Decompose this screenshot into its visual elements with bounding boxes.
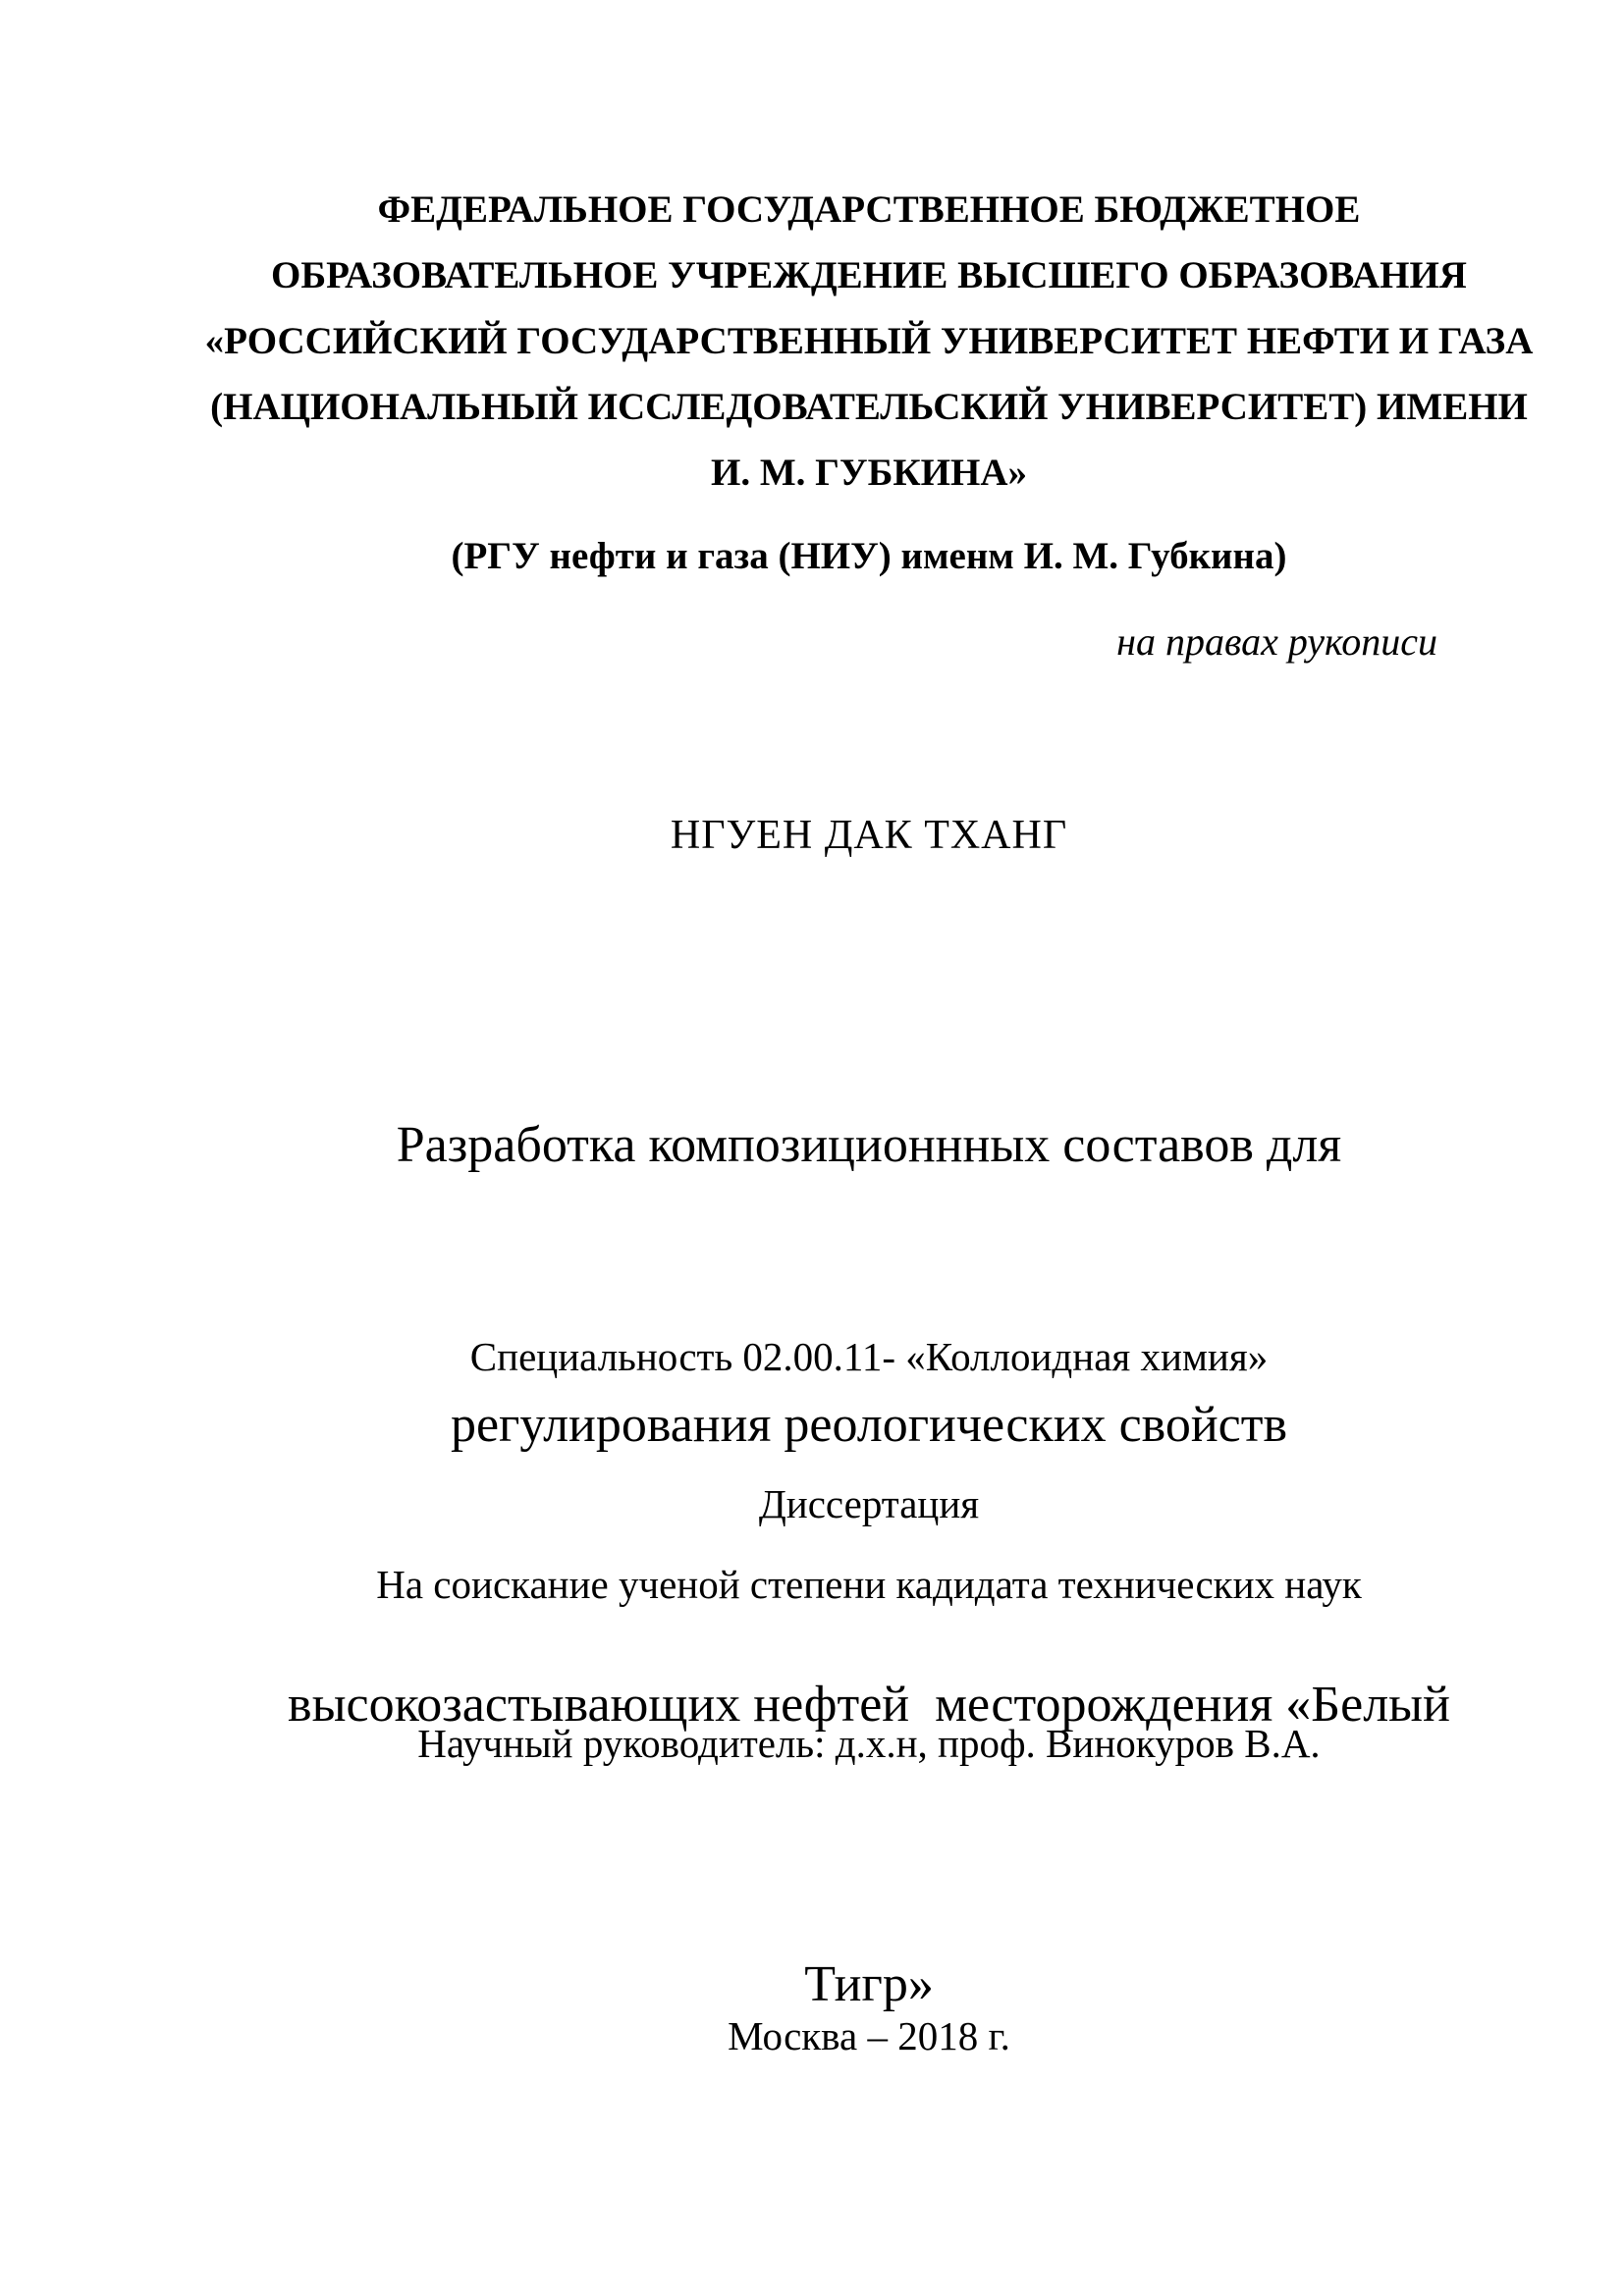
city-year-line: Москва – 2018 г.	[728, 2013, 1010, 2058]
institution-short-name: (РГУ нефти и газа (НИУ) именм И. М. Губкина)	[451, 535, 1287, 577]
title-line: Разработка композиционнных составов для	[396, 1117, 1342, 1173]
institution-line: (НАЦИОНАЛЬНЫЙ ИССЛЕДОВАТЕЛЬСКИЙ УНИВЕРСИТЕТ) ИМЕНИ	[210, 386, 1528, 428]
title-line: высокозастывающих нефтей месторождения «Белый	[288, 1677, 1450, 1733]
institution-line: ФЕДЕРАЛЬНОЕ ГОСУДАРСТВЕННОЕ БЮДЖЕТНОЕ	[377, 188, 1361, 231]
degree-line: На соискание ученой степени кадидата технических наук	[376, 1562, 1362, 1607]
institution-line: И. М. ГУБКИНА»	[711, 452, 1027, 494]
institution-line: ОБРАЗОВАТЕЛЬНОЕ УЧРЕЖДЕНИЕ ВЫСШЕГО ОБРАЗОВАНИЯ	[271, 254, 1467, 296]
manuscript-rights-note: на правах рукописи	[1116, 619, 1437, 664]
institution-name-block	[196, 177, 1542, 506]
title-line: регулирования реологических свойств	[450, 1397, 1288, 1453]
document-type: Диссертация	[758, 1481, 980, 1526]
specialty-line: Специальность 02.00.11- «Коллоидная химия»	[469, 1334, 1269, 1379]
supervisor-line: Научный руководитель: д.х.н, проф. Винокуров В.А.	[417, 1721, 1321, 1766]
title-line: Тигр»	[804, 1956, 934, 2012]
institution-line: «РОССИЙСКИЙ ГОСУДАРСТВЕННЫЙ УНИВЕРСИТЕТ НЕФТИ И ГАЗА	[204, 320, 1534, 362]
author-name: НГУЕН ДАК ТХАНГ	[670, 813, 1068, 858]
